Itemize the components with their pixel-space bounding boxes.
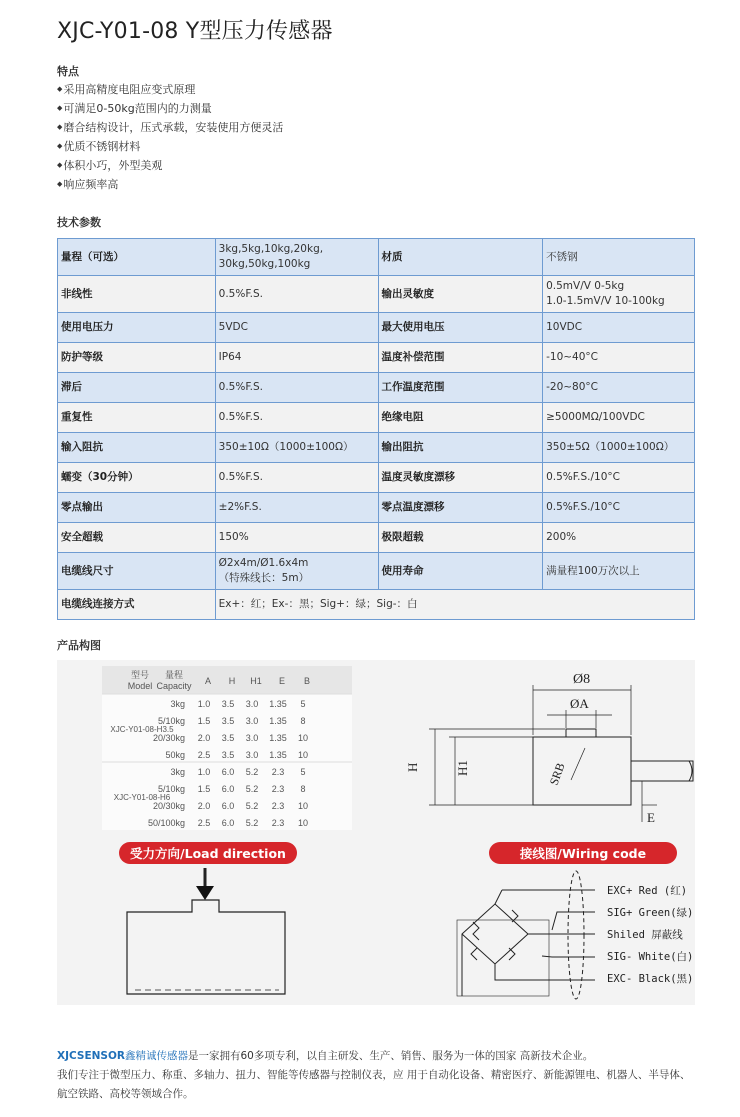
spec-key [58, 403, 216, 433]
wire-label: Shiled 屏蔽线 [607, 929, 683, 941]
page-title: XJC-Y01-08 Y型压力传感器 [57, 19, 333, 44]
dim-cell: 2.3 [271, 801, 285, 811]
dim-cell: 1.5 [197, 716, 211, 726]
spec-row [58, 553, 695, 590]
dim-header: 量程 [164, 670, 184, 680]
spec-text-line2: （特殊线长：5m） [218, 572, 310, 584]
spec-text: 满量程100万次以上 [546, 564, 640, 577]
spec-text: 0.5%F.S. [218, 381, 264, 393]
dim-cell: 1.0 [197, 699, 211, 709]
spec-text: 0.5mV/V 0-5kg [546, 280, 625, 292]
spec-text: 绝缘电阻 [381, 411, 424, 423]
spec-table [57, 238, 695, 620]
spec-value [215, 433, 378, 463]
spec-text: 不锈钢 [546, 250, 578, 263]
wiring-code-label: 接线图/Wiring code [519, 846, 647, 861]
spec-text: -20~80°C [546, 381, 598, 393]
spec-text: 非线性 [61, 287, 93, 300]
spec-text: 200% [546, 531, 577, 543]
spec-value [543, 239, 695, 276]
dim-cell: 8 [300, 784, 306, 794]
dim-cell: 2.5 [197, 818, 211, 828]
spec-value [543, 553, 695, 590]
spec-row [58, 276, 695, 313]
spec-key [58, 433, 216, 463]
spec-row [58, 433, 695, 463]
spec-key [378, 463, 543, 493]
wiring-bridge-drawing [457, 871, 595, 999]
spec-key [58, 523, 216, 553]
dim-h1-label: H1 [455, 760, 470, 776]
spec-text: 温度补偿范围 [381, 351, 445, 363]
feature-item: ◆ 磨合结构设计，压式承载，安装使用方便灵活 [57, 118, 283, 137]
features-heading: 特点 [57, 65, 79, 78]
product-structure-figure [57, 660, 695, 1005]
spec-text: 最大使用电压 [381, 321, 445, 333]
spec-key [58, 373, 216, 403]
spec-key [378, 343, 543, 373]
spec-value [543, 463, 695, 493]
dim-header: A [204, 676, 212, 686]
spec-text: 3kg,5kg,10kg,20kg, [218, 243, 324, 255]
dim-cell: 3.0 [245, 733, 259, 743]
spec-text: 工作温度范围 [381, 381, 445, 393]
spec-text-line2: 1.0-1.5mV/V 10-100kg [546, 295, 665, 307]
wire-label: SIG- White(白) [607, 951, 694, 963]
spec-key [58, 463, 216, 493]
spec-text: 防护等级 [61, 351, 103, 363]
dim-cell: 10 [297, 733, 309, 743]
spec-value [543, 523, 695, 553]
spec-text: 350±5Ω（1000±100Ω） [546, 441, 675, 453]
dim-cell: 5.2 [245, 801, 259, 811]
spec-text: Ø2x4m/Ø1.6x4m [218, 557, 309, 569]
dim-cell: 2.0 [197, 801, 211, 811]
spec-key [378, 553, 543, 590]
dim-da-label: ØA [570, 696, 589, 711]
spec-text: 极限超载 [381, 531, 424, 543]
spec-value [543, 493, 695, 523]
spec-value [543, 403, 695, 433]
spec-text: 0.5%F.S. [218, 471, 264, 483]
spec-value [543, 433, 695, 463]
dim-h-label: H [405, 762, 420, 772]
dim-e-label: E [647, 810, 655, 825]
spec-text: 0.5%F.S./10°C [546, 501, 620, 513]
dim-cell: 1.0 [197, 767, 211, 777]
feature-item: ◆ 采用高精度电阻应变式原理 [57, 80, 283, 99]
spec-value [543, 276, 695, 313]
dim-cell: 8 [300, 716, 306, 726]
intro-text: 是一家拥有60多项专利，以自主研发、生产、销售、服务为一体的国家 高新技术企业。 [188, 1050, 594, 1062]
spec-row [58, 373, 695, 403]
wire-label: SIG+ Green(绿) [607, 907, 694, 919]
dim-cell: 10 [297, 801, 309, 811]
dim-cell: 3.0 [245, 699, 259, 709]
spec-row [58, 239, 695, 276]
spec-key [378, 276, 543, 313]
features-list [57, 80, 283, 194]
spec-key [378, 493, 543, 523]
spec-text: IP64 [218, 351, 242, 363]
spec-text: 0.5%F.S./10°C [546, 471, 620, 483]
dim-cell: 6.0 [221, 801, 235, 811]
feature-item: ◆ 优质不锈钢材料 [57, 137, 283, 156]
dim-header: B [303, 676, 311, 686]
dim-cell: 1.35 [269, 699, 287, 709]
dim-cell: 3.0 [245, 750, 259, 760]
spec-row [58, 403, 695, 433]
dim-cell: 3.5 [221, 716, 235, 726]
dim-cell: 10 [297, 750, 309, 760]
feature-item: ◆ 响应频率高 [57, 175, 283, 194]
spec-key [378, 239, 543, 276]
brand-en: XJCSENSOR [57, 1050, 125, 1062]
spec-text: 蠕变（30分钟） [61, 471, 139, 483]
load-direction-label: 受力方向/Load direction [130, 846, 286, 861]
spec-value [215, 276, 378, 313]
spec-value [543, 343, 695, 373]
spec-value [215, 313, 378, 343]
structure-heading: 产品构图 [57, 639, 101, 652]
dim-cell: 5 [300, 767, 306, 777]
spec-text: 电缆线尺寸 [61, 564, 114, 577]
dim-cell: 1.35 [269, 716, 287, 726]
dim-cell: 2.5 [197, 750, 211, 760]
load-direction-drawing [127, 868, 285, 994]
spec-text: 使用寿命 [381, 564, 424, 577]
dim-cell: 3.0 [245, 716, 259, 726]
dim-cell: 5.2 [245, 818, 259, 828]
spec-key [58, 493, 216, 523]
spec-row [58, 343, 695, 373]
dim-cell: 3.5 [221, 699, 235, 709]
spec-text: 输入阻抗 [61, 441, 103, 453]
dim-cell: 3kg [170, 699, 185, 709]
dim-cell: 20/30kg [152, 801, 185, 811]
dim-cell: 50kg [165, 750, 185, 760]
dim-model: XJC-Y01-08-H6 [113, 793, 171, 802]
spec-text: 10VDC [546, 321, 583, 333]
brand-cn: 鑫精诚传感器 [125, 1050, 188, 1062]
intro-line-2: 我们专注于微型压力、称重、多轴力、扭力、智能等传感器与控制仪表，应 用于自动化设备、精密医疗、新能源锂电、机器人、半导体、 [57, 1069, 691, 1081]
dim-cell: 1.5 [197, 784, 211, 794]
spec-value [215, 239, 378, 276]
spec-value [215, 463, 378, 493]
dim-srb-label: SRB [546, 760, 568, 788]
spec-key [378, 313, 543, 343]
dim-header: H1 [250, 676, 262, 686]
spec-key [378, 373, 543, 403]
spec-text: 量程（可选） [61, 250, 124, 263]
spec-value [215, 403, 378, 433]
company-intro [57, 1047, 717, 1104]
spec-key [378, 433, 543, 463]
spec-key [58, 343, 216, 373]
spec-value [543, 373, 695, 403]
spec-row [58, 463, 695, 493]
spec-text: 输出阻抗 [381, 441, 424, 453]
spec-text: 5VDC [218, 321, 248, 333]
dim-header: 型号 [130, 670, 150, 680]
spec-text: 350±10Ω（1000±100Ω） [218, 441, 354, 453]
dim-cell: 2.3 [271, 784, 285, 794]
dim-cell: 2.3 [271, 818, 285, 828]
dim-cell: 5/10kg [157, 784, 185, 794]
spec-heading: 技术参数 [57, 216, 101, 229]
dim-cell: 5.2 [245, 767, 259, 777]
spec-value [543, 313, 695, 343]
spec-text: 0.5%F.S. [218, 411, 264, 423]
spec-key [58, 553, 216, 590]
spec-key [378, 523, 543, 553]
spec-value [215, 373, 378, 403]
spec-value: Ex+：红；Ex-：黑；Sig+：绿；Sig-：白 [215, 590, 694, 620]
spec-text: 150% [218, 531, 249, 543]
dim-cell: 3kg [170, 767, 185, 777]
spec-row [58, 313, 695, 343]
dim-cell: 6.0 [221, 767, 235, 777]
dim-cell: 20/30kg [152, 733, 185, 743]
feature-item: ◆ 体积小巧，外型美观 [57, 156, 283, 175]
dimension-table [102, 666, 352, 830]
dim-cell: 5.2 [245, 784, 259, 794]
spec-text: -10~40°C [546, 351, 598, 363]
side-drawing [429, 685, 693, 822]
dim-model: XJC-Y01-08-H3.5 [110, 725, 174, 734]
spec-key [58, 239, 216, 276]
dim-header: E [278, 676, 286, 686]
spec-key [58, 276, 216, 313]
dim-cell: 3.5 [221, 750, 235, 760]
spec-text: 温度灵敏度漂移 [381, 471, 456, 483]
dim-cell: 6.0 [221, 818, 235, 828]
spec-value [215, 523, 378, 553]
dim-cell: 50/100kg [147, 818, 185, 828]
spec-key [378, 403, 543, 433]
spec-value [215, 493, 378, 523]
intro-line-1 [57, 1047, 717, 1066]
dim-cell: 2.0 [197, 733, 211, 743]
spec-text: 零点温度漂移 [381, 501, 445, 513]
dim-header-sub: Model [127, 681, 153, 691]
dim-cell: 6.0 [221, 784, 235, 794]
dim-header-sub: Capacity [156, 681, 192, 691]
feature-item: ◆ 可满足0-50kg范围内的力测量 [57, 99, 283, 118]
spec-text: 材质 [381, 250, 403, 263]
spec-value [215, 343, 378, 373]
spec-text: 输出灵敏度 [381, 287, 435, 300]
spec-text: ≥5000MΩ/100VDC [546, 411, 645, 423]
spec-text-line2: 30kg,50kg,100kg [218, 258, 311, 270]
dim-cell: 5 [300, 699, 306, 709]
dim-cell: 10 [297, 818, 309, 828]
spec-row [58, 523, 695, 553]
spec-text: 0.5%F.S. [218, 287, 264, 300]
spec-row [58, 493, 695, 523]
dim-cell: 1.35 [269, 750, 287, 760]
spec-key: 电缆线连接方式 [58, 590, 216, 620]
dim-cell: 1.35 [269, 733, 287, 743]
spec-value [215, 553, 378, 590]
dim-d8-label: Ø8 [573, 672, 591, 687]
wire-label: EXC- Black(黑) [607, 973, 694, 985]
wire-label: EXC+ Red (红) [607, 885, 688, 897]
dim-cell: 3.5 [221, 733, 235, 743]
dim-cell: 5/10kg [157, 716, 185, 726]
spec-text: 安全超载 [61, 531, 103, 543]
spec-row [58, 590, 695, 620]
spec-text: 使用电压力 [61, 321, 114, 333]
intro-line-3: 航空铁路、高校等领域合作。 [57, 1088, 194, 1100]
spec-text: 滞后 [61, 381, 82, 393]
spec-text: ±2%F.S. [218, 501, 262, 513]
spec-text: 重复性 [61, 411, 93, 423]
spec-text: 零点输出 [61, 501, 103, 513]
dim-cell: 2.3 [271, 767, 285, 777]
spec-key [58, 313, 216, 343]
structure-svg [57, 660, 695, 1005]
dim-header: H [228, 676, 236, 686]
